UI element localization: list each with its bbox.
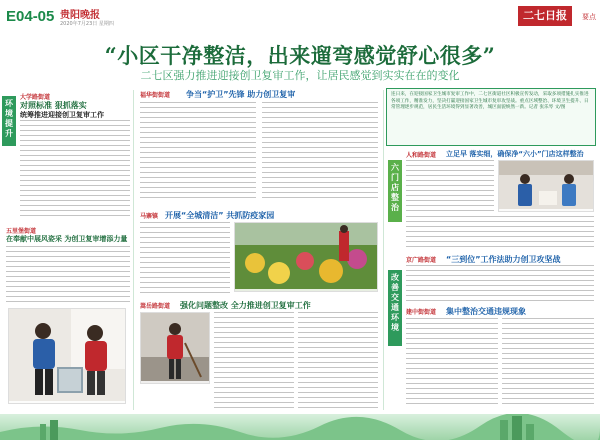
article-body <box>502 318 594 408</box>
masthead <box>0 0 600 36</box>
brand-suffix: 日报 <box>545 9 567 22</box>
section-label: 嵩岳路街道 <box>140 303 171 310</box>
workers-illustration <box>9 309 126 404</box>
photo-caption <box>9 401 125 403</box>
section-label: 京广路街道 <box>406 257 437 264</box>
section-title: 争当“护卫”先锋 助力创卫复审 <box>186 90 296 99</box>
photo-caption <box>499 209 593 211</box>
section-title: 立足早 落实细，确保净“六小”门店这样整治 <box>446 150 584 158</box>
section-title: 集中整治交通违规现象 <box>446 307 526 316</box>
column-divider <box>133 90 134 410</box>
article-body <box>6 246 130 306</box>
section-title: 开展“全城清洁” 共抓防疫家园 <box>165 211 275 220</box>
section-label: 人和路街道 <box>406 152 437 159</box>
publish-date: 2020年7月23日 星期四 <box>60 21 114 27</box>
article-body <box>140 102 256 202</box>
flower-street-photo <box>234 222 378 292</box>
article-body <box>298 312 378 408</box>
section-title: 在奉献中展风姿采 为创卫复审增添力量 <box>6 235 128 243</box>
page-code: E04-05 <box>6 8 55 25</box>
article-body <box>406 160 494 212</box>
section-label: 福华街街道 <box>140 92 171 99</box>
worker-cleaning-photo <box>140 312 210 384</box>
article-body <box>20 120 130 220</box>
intro-summary: 连日来，在迎接国家卫生城市复审工作中，二七区街道社区积极宣传发动，采取多项措施扎实推进各项工作，精准发力，坚决打赢迎接国家卫生城市复审攻坚战。重点区域整治、环境卫生提升、日常管理逐步规范，居民生活环境得到显著改善，城区面貌焕然一新。记者 张乐琴 文/图 <box>386 88 596 146</box>
section-label: 大学路街道 <box>20 94 51 101</box>
worker-illustration <box>141 313 210 384</box>
workers-cleaning-photo <box>8 308 126 404</box>
article-body <box>214 312 294 408</box>
tab-traffic: 改善交通环境 <box>388 270 402 346</box>
section-label: 马寨镇 <box>140 213 159 220</box>
section-label: 建中街街道 <box>406 309 437 316</box>
main-headline: “小区干净整洁，出来遛弯感觉舒心很多” <box>104 43 496 68</box>
brand-name: 二七 <box>523 9 545 22</box>
article-body <box>140 282 230 296</box>
inspection-illustration <box>499 161 594 212</box>
article-body <box>406 216 594 250</box>
section-title: 对照标准 狠抓落实 <box>20 101 87 110</box>
article-body <box>406 318 498 408</box>
section-subtitle: 统筹推进迎接创卫复审工作 <box>20 111 104 119</box>
article-body <box>406 265 594 303</box>
section-title: 强化问题整改 全力推进创卫复审工作 <box>180 301 311 310</box>
paper-name: 贵阳晚报 <box>60 10 100 21</box>
city-skyline-icon <box>0 414 600 440</box>
article-body <box>140 222 230 278</box>
brand-logo <box>518 6 572 26</box>
brand-section: 要点 <box>582 13 596 21</box>
flower-illustration <box>235 223 378 292</box>
tab-environment: 环境提升 <box>2 96 16 146</box>
section-title: “三到位”工作法助力创卫攻坚战 <box>446 255 561 264</box>
sub-headline: 二七区强力推进迎接创卫复审工作，让居民感觉到实实在在的变化 <box>140 69 460 82</box>
footer-decoration <box>0 414 600 440</box>
article-body <box>262 102 378 202</box>
shop-inspection-photo <box>498 160 594 212</box>
photo-caption <box>141 381 209 383</box>
column-divider <box>383 90 384 410</box>
section-label: 五里堡街道 <box>6 228 37 235</box>
tab-shop-rectification: 六门店整治 <box>388 160 402 222</box>
photo-caption <box>235 289 377 291</box>
